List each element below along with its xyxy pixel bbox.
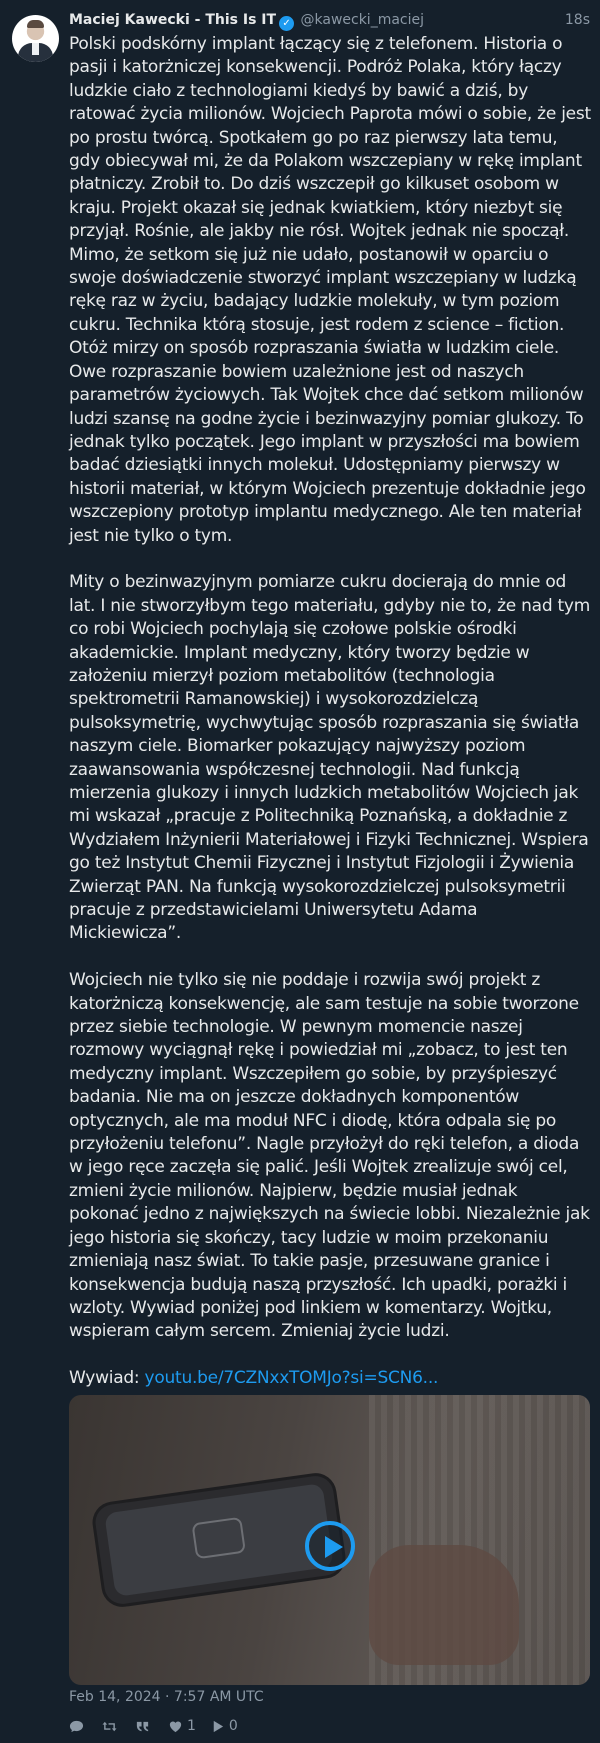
author-name[interactable]: Maciej Kawecki - This Is IT (69, 12, 277, 28)
tweet-paragraph-3: Wojciech nie tylko się nie poddaje i rozwija swój projekt z katorżniczą konsekwencję, ale sam testuje na sobie tworzone przez siebie technologie. W pewnym momencie naszej rozmowy wyciągnął rękę i powiedział mi „zobacz, to jest ten medyczny implant. Wszczepiłem go sobie, by przyśpieszyć badania. Nie ma on jeszcze dokładnych komponentów optycznych, ale ma moduł NFC i diodę, która odpala się po przyłożeniu telefonu”. Nagle przyłożył do ręki telefon, a dioda w jego ręce zaczęła się palić. Jeśli Wojtek zrealizuje swój cel, zmieni życie milionów. Najpierw, będzie musiał jednak pokonać jedno z największych na świecie lobbi. Niezależnie jak jego historia się skończy, tacy ludzie w moim przekonaniu zmieniają nasz świat. To takie pasje, przesuwane granice i konsekwencja budują naszą przyszłość. Ich upadki, porażki i wzloty. Wywiad poniżej pod linkiem w komentarzy. Wojtku, wspieram całym sercem. Zmieniaj życie ludzi. (69, 970, 590, 1342)
tweet-time-ago[interactable]: 18s (564, 12, 590, 28)
retweet-icon (102, 1719, 117, 1734)
thumbnail-phone-screen (104, 1483, 334, 1597)
quote-icon (135, 1719, 150, 1734)
nfc-icon (191, 1517, 246, 1560)
thumbnail-hand (369, 1545, 519, 1665)
quote-button[interactable] (135, 1719, 154, 1734)
interview-link-line (69, 1367, 591, 1390)
like-count: 1 (187, 1718, 196, 1734)
views-button[interactable] (210, 1718, 238, 1734)
reply-icon (69, 1719, 84, 1734)
tweet-paragraph-1: Polski podskórny implant łączący się z telefonem. Historia o pasji i katorżniczej konsekwencji. Podróż Polaka, który łączy ludzkie ciało z technologiami kiedyś by bawić a dziś, by ratować życia milionów. Wojciech Paprota mówi o sobie, że jest po prostu twórcą. Spotkałem go po raz pierwszy lata temu, gdy obiecywał mi, że da Polakom wszczepiany w rękę implant płatniczy. Zrobił to. Do dziś wszczepił go kilkuset osobom w kraju. Projekt okazał się jednak kwiatkiem, który niezbyt się przyjął. Rośnie, ale jakby nie rósł. Wojtek jednak nie spoczął. Mimo, że setkom się już nie udało, postanowił w oparciu o swoje doświadczenie stworzyć implant wszczepiany w ludzką rękę raz w życiu, badający ludzkie molekuły, w tym poziom cukru. Technika którą stosuje, jest rodem z science – fiction. Otóż mirzy on sposób rozpraszania światła w ludzkim ciele. Owe rozpraszanie bowiem uzależnione jest od naszych parametrów życiowych. Tak Wojtek chce dać setkom milionów ludzi szansę na godne życie i bezinwazyjny pomiar glukozy. To jednak tylko początek. Jego implant w przyszłości ma bowiem badać dziesiątki innych molekuł. Udostępniamy pierwszy w historii materiał, w którym Wojciech prezentuje dokładnie jego wszczepiony prototyp implantu medycznego. Ale ten materiał jest nie tylko o tym. (69, 34, 591, 546)
paragraph-gap (69, 548, 591, 571)
tweet-date[interactable]: Feb 14, 2024 · 7:57 AM UTC (69, 1689, 264, 1705)
paragraph-gap (69, 946, 591, 969)
views-count: 0 (228, 1718, 238, 1734)
tweet-paragraph-2: Mity o bezinwazyjnym pomiarze cukru docierają do mnie od lat. I nie stworzyłbym tego materiału, gdyby nie to, że nad tym co robi Wojciech pochylają się czołowe polskie ośrodki akademickie. Implant medyczny, który tworzy będzie w założeniu mierzył poziom metabolitów (technologia spektrometrii Ramanowskiej) i wysokorozdzielczą pulsoksymetrię, wychwytując sposób rozpraszania się światła naszym ciele. Biomarker pokazujący najwyższy poziom zaawansowania współczesnej technologii. Nad funkcją mierzenia glukozy i innych ludzkich metabolitów Wojciech jak mi wskazał „pracuje z Politechniką Poznańską, a dokładnie z Wydziałem Inżynierii Materiałowej i Fizyki Technicznej. Wspiera go też Instytut Chemii Fizycznej i Instytut Fizjologii i Żywienia Zwierząt PAN. Na funkcją wysokorozdzielczej pulsoksymetrii pracuje z przedstawicielami Uniwersytetu Adama Mickiewicza”. (69, 572, 591, 944)
link-prefix: Wywiad: (69, 1368, 145, 1389)
tweet-header (69, 10, 590, 30)
interview-link[interactable]: youtu.be/7CZNxxTOMJo?si=SCN6... (144, 1368, 439, 1389)
like-button[interactable] (168, 1718, 196, 1734)
avatar-hair (27, 20, 44, 28)
play-icon[interactable] (305, 1521, 355, 1571)
author-handle[interactable]: @kawecki_maciej (300, 12, 425, 28)
avatar[interactable] (12, 15, 59, 62)
video-thumbnail[interactable] (69, 1395, 590, 1685)
views-icon (210, 1719, 225, 1734)
retweet-button[interactable] (102, 1719, 121, 1734)
tweet-text (69, 33, 591, 1391)
verified-badge-icon: ✓ (279, 16, 294, 31)
tweet-actions (69, 1716, 238, 1736)
avatar-shirt (32, 43, 39, 55)
like-icon (168, 1719, 183, 1734)
reply-button[interactable] (69, 1719, 88, 1734)
paragraph-gap (69, 1344, 591, 1367)
